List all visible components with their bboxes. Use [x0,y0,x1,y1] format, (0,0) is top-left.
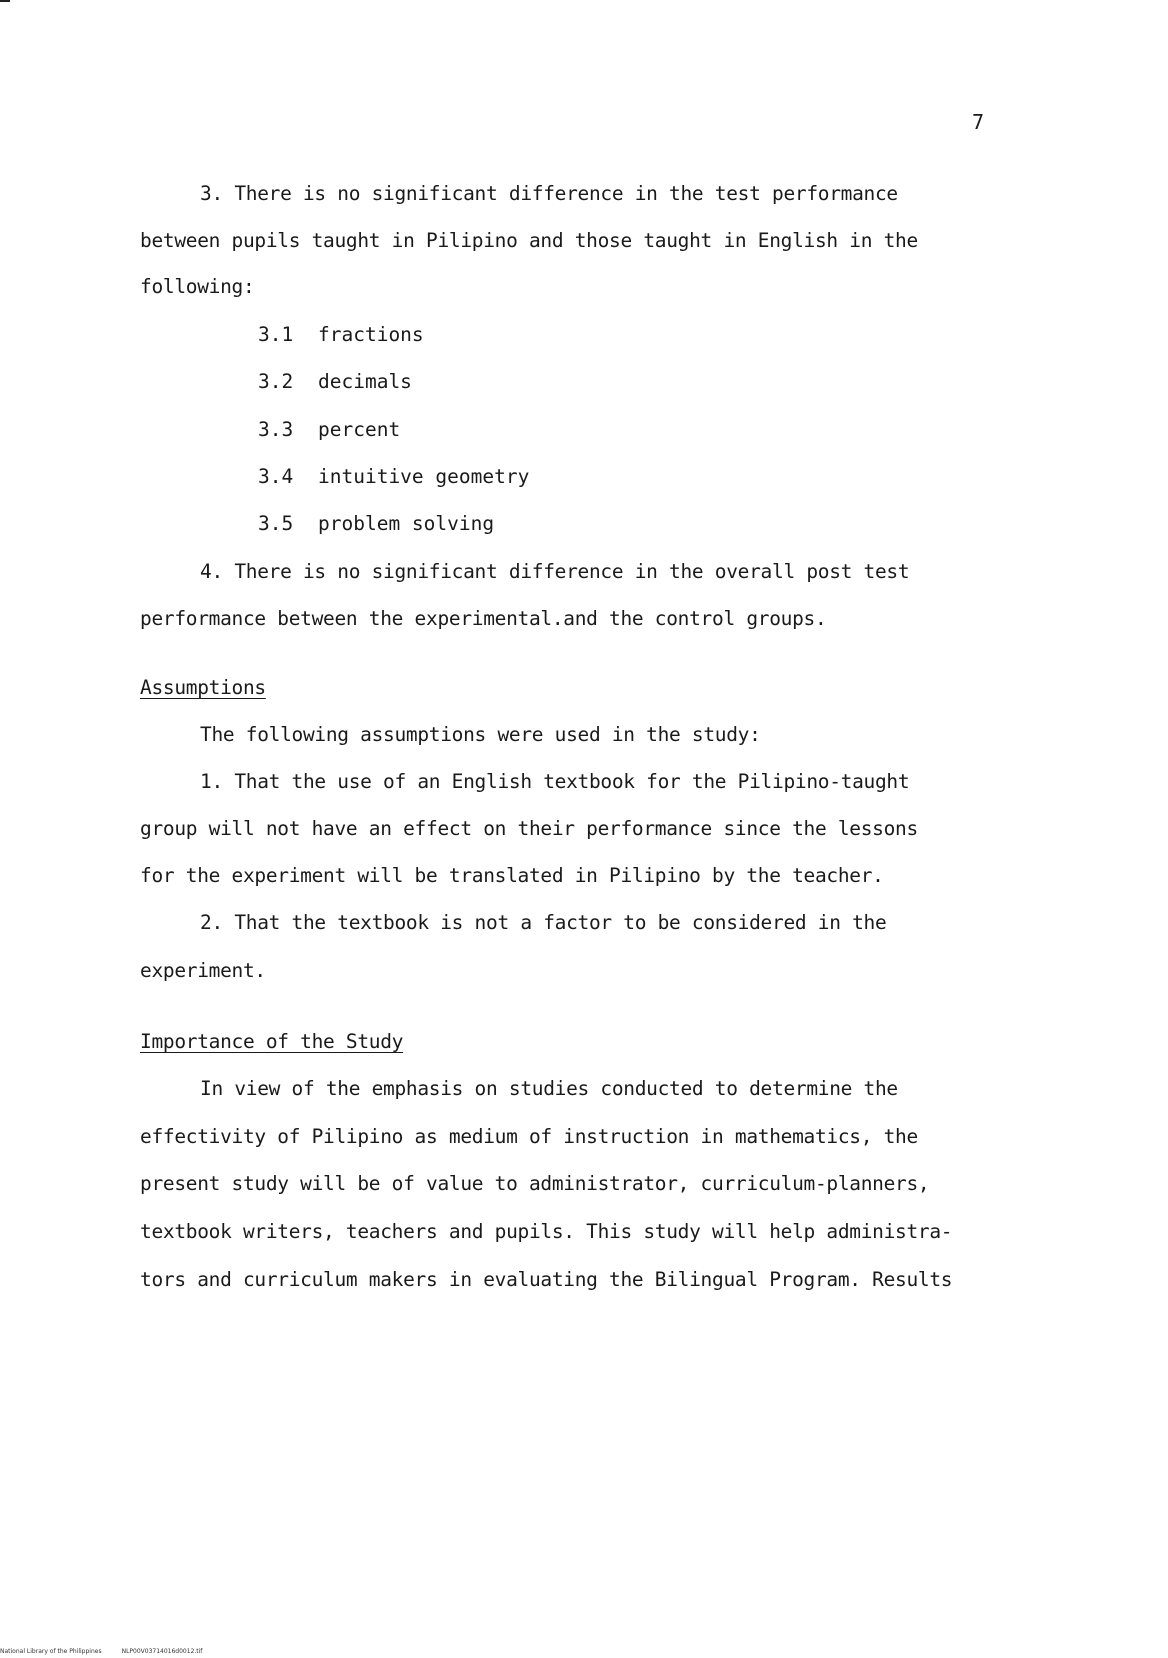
subitem-number: 3.5 [258,512,294,535]
footer-library: National Library of the Philippines [0,1648,102,1655]
importance-line-4: textbook writers, teachers and pupils. This study will help administra- [140,1220,953,1243]
importance-line-2: effectivity of Pilipino as medium of instruction in mathematics, the [140,1125,918,1148]
hypothesis-3-line-1: 3. There is no significant difference in the test performance [200,182,898,205]
assumption-1-line-1: 1. That the use of an English textbook for the Pilipino-taught [200,770,910,793]
assumptions-heading: Assumptions [140,676,266,699]
assumption-2-line-1: 2. That the textbook is not a factor to be considered in the [200,911,887,934]
subitem-text: decimals [318,370,412,393]
scan-mark [0,0,10,2]
assumptions-intro: The following assumptions were used in the study: [200,723,761,746]
subitem-text: intuitive geometry [318,465,530,488]
importance-line-3: present study will be of value to administrator, curriculum-planners, [140,1172,930,1195]
assumption-1-line-2: group will not have an effect on their performance since the lessons [140,817,918,840]
importance-line-1: In view of the emphasis on studies conducted to determine the [200,1077,898,1100]
subitem-number: 3.2 [258,370,294,393]
subitem-number: 3.3 [258,418,294,441]
hypothesis-4-line-1: 4. There is no significant difference in the overall post test [200,560,910,583]
subitem-text: percent [318,418,401,441]
importance-line-5: tors and curriculum makers in evaluating the Bilingual Program. Results [140,1268,953,1291]
subitem-number: 3.1 [258,323,294,346]
importance-heading: Importance of the Study [140,1030,404,1053]
hypothesis-4-line-2: performance between the experimental.and the control groups. [140,607,827,630]
assumption-1-line-3: for the experiment will be translated in Pilipino by the teacher. [140,864,884,887]
subitem-number: 3.4 [258,465,294,488]
hypothesis-3-line-3: following: [140,275,255,298]
subitem-text: problem solving [318,512,495,535]
assumption-2-line-2: experiment. [140,959,266,982]
scan-footer [0,1648,202,1655]
hypothesis-3-line-2: between pupils taught in Pilipino and those taught in English in the [140,229,918,252]
page-number: 7 [972,110,985,134]
footer-code: NLP00V03714016d0012.tif [121,1648,203,1655]
subitem-text: fractions [318,323,424,346]
